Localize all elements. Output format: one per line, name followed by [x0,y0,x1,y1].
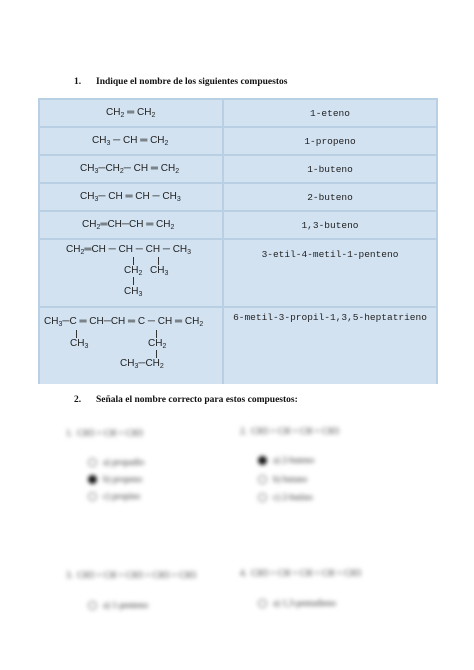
table-row [38,154,438,182]
quiz-item-number: 3. [66,570,73,580]
option-label: a) 1,3-pentadieno [273,598,336,608]
option-row[interactable] [258,598,336,608]
table-row [38,182,438,210]
option-row[interactable] [258,492,313,502]
quiz-item-number: 4. [240,568,247,578]
option-label: c) propino [103,491,141,501]
quiz-formula: CH3 = CH = CH3 = CH3 = CH3 [77,570,197,580]
compound-name: 3-etil-4-metil-1-penteno [261,249,399,260]
name-cell [224,212,436,238]
structural-formula: $CH_2$ [148,338,167,350]
formula-cell [40,184,222,210]
structural-formula: $CH_2$ ═ $CH_2$ [106,107,156,119]
compound-name: 1,3-buteno [301,220,359,231]
formula-cell [40,212,222,238]
option-label: b) butano [273,474,308,484]
radio-button-selected[interactable] [88,475,97,484]
quiz-item-3 [66,570,196,580]
structural-formula: $CH_2═CH─CH$ ═ $CH_2$ [82,219,175,231]
quiz-item-4 [240,568,361,578]
name-cell [224,308,436,384]
option-label: c) 2-butino [273,492,313,502]
question-2-text: Señala el nombre correcto para estos compuestos: [96,395,298,405]
table-row [38,126,438,154]
table-row [38,306,438,384]
radio-button[interactable] [258,475,267,484]
name-cell [224,128,436,154]
compound-name: 1-buteno [307,164,353,175]
quiz-formula: CH3 = CH = CH = CH = CH3 [251,568,362,578]
bond-line [156,350,157,358]
compounds-table [38,98,438,384]
compound-name: 6-metil-3-propil-1,3,5-heptatrieno [233,312,427,323]
option-row[interactable] [88,491,140,501]
bond-line [156,330,157,338]
formula-cell [40,308,222,384]
formula-cell [40,156,222,182]
option-row[interactable] [258,474,307,484]
structural-formula: $CH_2$ [124,265,143,277]
quiz-item-number: 2. [240,426,247,436]
quiz-item-number: 1. [66,428,73,438]
structural-formula: $CH_3$ [124,286,143,298]
question-1-number: 1. [74,77,82,87]
table-row [38,238,438,306]
bond-line [76,330,77,338]
structural-formula: $CH_3$ [70,338,89,350]
option-label: b) propeno [103,474,143,484]
compound-name: 2-buteno [307,192,353,203]
name-cell [224,156,436,182]
table-row [38,210,438,238]
bond-line [133,257,134,265]
compound-name: 1-eteno [310,108,350,119]
bond-line [158,257,159,265]
question-2-title [74,395,298,405]
quiz-formula: CH3 = CH = CH3 [77,428,143,438]
formula-cell [40,100,222,126]
bond-line [133,277,134,285]
radio-button[interactable] [258,599,267,608]
radio-button-selected[interactable] [258,456,267,465]
name-cell [224,240,436,306]
structural-formula: $CH_3─$ CH ═ CH ─ $CH_3$ [80,191,181,203]
structural-formula: $CH_3$ ─ CH ═ $CH_2$ [92,135,169,147]
question-2-number: 2. [74,395,82,405]
option-label: a) 1-penteno [103,600,149,610]
question-1-text: Indique el nombre de los siguientes compuestos [96,77,288,87]
table-row [38,98,438,126]
quiz-item-2 [240,426,339,436]
formula-cell [40,240,222,306]
formula-cell [40,128,222,154]
radio-button[interactable] [88,492,97,501]
quiz-item-1 [66,428,143,438]
option-row[interactable] [88,457,144,467]
name-cell [224,100,436,126]
radio-button[interactable] [88,601,97,610]
structural-formula: $CH_2═CH$ ─ CH ─ CH ─ $CH_3$ [66,244,192,256]
radio-button[interactable] [258,493,267,502]
option-label: a) 2-buteno [273,455,315,465]
structural-formula: $CH_3$ [150,265,169,277]
structural-formula: $CH_3─CH_2$ [120,358,164,370]
option-row[interactable] [88,474,142,484]
question-1-title [74,77,287,87]
name-cell [224,184,436,210]
option-label: a) propadio [103,457,145,467]
quiz-formula: CH3 = CH = CH = CH3 [251,426,339,436]
radio-button[interactable] [88,458,97,467]
option-row[interactable] [258,455,314,465]
compound-name: 1-propeno [304,136,356,147]
structural-formula: $CH_3─CH_2─$ CH ═ $CH_2$ [80,163,180,175]
option-row[interactable] [88,600,148,610]
structural-formula: $CH_3─C$ ═ CH─CH ═ C ─ CH ═ $CH_2$ [44,316,204,328]
